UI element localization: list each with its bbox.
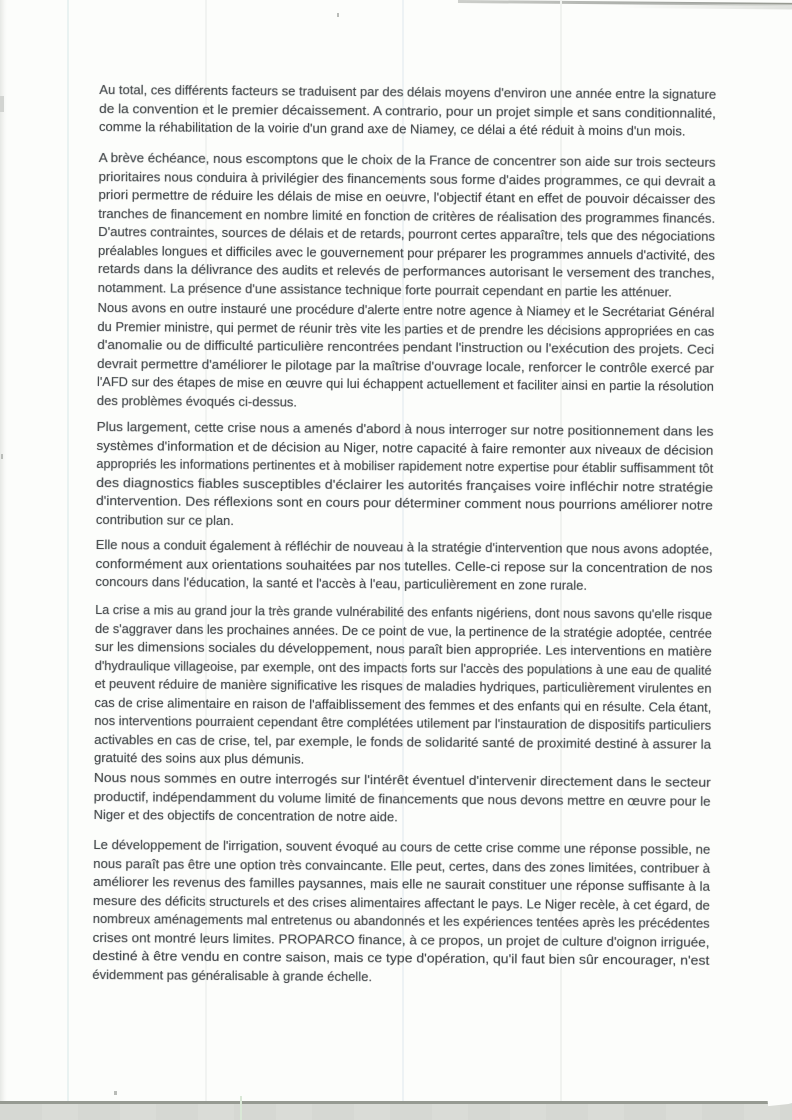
text-line: destiné à être vendu en contre saison, mais ce type d'opération, qu'il faut bien sûr encourager, n'est xyxy=(92,947,710,968)
text-line: préalables longues et difficiles avec le gouvernement pour préparer les programmes annuels d'activité, des xyxy=(97,242,715,263)
text-line: des diagnostics fiables susceptibles d'éclairer les autorités françaises voire infléchir notre stratégie xyxy=(96,474,714,495)
text-line: Au total, ces différents facteurs se traduisent par des délais moyens d'environ une année entre la signature xyxy=(99,81,717,102)
text-line: comme la réhabilitation de la voirie d'un grand axe de Niamey, ce délai a été réduit à moins d'un mois. xyxy=(98,118,686,139)
text-line: cas de crise alimentaire en raison de l'affaiblissement des femmes et des enfants qui en résulte. Cela étant, xyxy=(94,694,712,715)
text-line: priori permettre de réduire les délais de mise en oeuvre, l'objectif étant en effet de pouvoir décaisser des xyxy=(98,186,716,207)
text-line: de s'aggraver dans les prochaines années. De ce point de vue, la pertinence de la stratégie adoptée, centrée xyxy=(95,620,712,641)
paragraph-5 xyxy=(95,536,712,596)
text-line: l'AFD sur des étapes de mise en œuvre qui lui échappent actuellement et faciliter ainsi en partie la résolution xyxy=(96,373,714,394)
text-line: crises ont montré leurs limites. PROPARCO finance, à ce propos, un projet de culture d'oignon irriguée, xyxy=(92,929,710,950)
text-line: Plus largement, cette crise nous a amenés d'abord à nous interroger sur notre positionnement dans les xyxy=(96,418,714,439)
text-line: de la convention et le premier décaissement. A contrario, pour un projet simple et sans conditionnalité, xyxy=(99,100,717,121)
text-line: d'anomalie ou de difficulté particulière rencontrées pendant l'instruction ou l'exécution des projets. Ceci xyxy=(97,336,715,357)
paragraph-2 xyxy=(98,149,716,302)
scan-streak xyxy=(240,1096,242,1120)
text-line: D'autres contraintes, sources de délais et de retards, pourront certes apparaître, tels que des négociations xyxy=(98,223,716,244)
text-line: du Premier ministre, qui permet de réunir très vite les parties et de prendre les décisions appropriées en cas xyxy=(97,318,715,339)
text-line: retards dans la délivrance des audits et relevés de performances autorisant le versement des tranches, xyxy=(97,260,715,281)
text-line: Elle nous a conduit également à réfléchir de nouveau à la stratégie d'intervention que nous avons adoptée, xyxy=(95,536,713,557)
page-edge-mark xyxy=(0,96,4,112)
text-line: notamment. La présence d'une assistance technique forte pourrait cependant en partie les atténuer. xyxy=(97,279,672,300)
text-line: sur les dimensions sociales du développement, nous paraît bien appropriée. Les interventions en matière xyxy=(94,638,712,659)
scanner-bed-band xyxy=(0,1101,792,1120)
text-line: nombreux aménagements mal entretenus ou abandonnés et les expériences tentées après les précédentes xyxy=(92,910,710,931)
text-line: évidemment pas généralisable à grande échelle. xyxy=(92,966,373,984)
paragraph-3 xyxy=(97,299,715,415)
text-line: devrait permettre d'améliorer le pilotage par la maîtrise d'ouvrage locale, renforcer le contrôle exercé par xyxy=(97,355,715,376)
text-line: conformément aux orientations souhaitées par nos tutelles. Celle-ci repose sur la concentration de nos xyxy=(95,555,713,576)
text-line: d'intervention. Des réflexions sont en cours pour déterminer comment nous pourrions améliorer notre xyxy=(96,492,713,513)
text-line: tranches de financement en nombre limité en fonction de critères de réalisation des programmes financés. xyxy=(98,205,716,226)
text-line: et peuvent réduire de manière significative les risques de maladies hydriques, particulièrement virulentes en xyxy=(94,675,712,696)
text-line: mesure des déficits structurels et des crises alimentaires affectant le pays. Le Niger recèle, à cet égard, de xyxy=(92,892,710,913)
text-line: Nous nous sommes en outre interrogés sur l'intérêt éventuel d'intervenir directement dans le secteur xyxy=(93,769,711,790)
scan-speck xyxy=(114,1091,117,1095)
paragraph-8 xyxy=(92,836,710,989)
document-text xyxy=(92,0,717,1045)
text-line: Le développement de l'irrigation, souvent évoqué au cours de cette crise comme une réponse possible, ne xyxy=(93,836,711,857)
scan-speck xyxy=(1,454,3,459)
paragraph-1 xyxy=(99,81,716,141)
text-line: nous paraît pas être une option très convaincante. Elle peut, certes, dans des zones limitées, contribuer à xyxy=(93,855,711,876)
text-line: productif, indépendamment du volume limité de financements que nous devons mettre en œuvre pour le xyxy=(93,788,711,809)
text-line: d'hydraulique villageoise, par exemple, ont des impacts forts sur l'accès des populations à une eau de qualité xyxy=(94,657,712,678)
text-line: La crise a mis au grand jour la très grande vulnérabilité des enfants nigériens, dont nous savons qu'elle risque xyxy=(95,601,713,622)
paragraph-6 xyxy=(94,601,712,772)
text-line: prioritaires nous conduira à privilégier des financements sous forme d'aides programmes, ce qui devrait a xyxy=(98,168,716,189)
page-left-edge-shadow xyxy=(0,0,7,1103)
text-line: contribution sur ce plan. xyxy=(95,511,235,528)
text-line: A brève échéance, nous escomptons que le choix de la France de concentrer son aide sur trois secteurs xyxy=(98,149,716,170)
text-line: des problèmes évoqués ci-dessus. xyxy=(96,392,298,410)
text-line: Niger et des objectifs de concentration de notre aide. xyxy=(93,806,398,825)
paragraph-7 xyxy=(94,769,711,829)
text-line: activables en cas de crise, tel, par exemple, le fonds de solidarité santé de proximité destiné à assurer la xyxy=(94,731,712,752)
text-line: améliorer les revenus des familles paysannes, mais elle ne saurait constituer une réponse suffisante à la xyxy=(93,873,710,894)
text-line: systèmes d'information et de décision au Niger, notre capacité à faire remonter aux niveaux de décision xyxy=(96,437,714,458)
scan-streak xyxy=(67,0,69,1103)
text-line: nos interventions pourraient cependant être complétées utilement par l'instauration de dispositifs particuliers xyxy=(94,712,712,733)
text-line: appropriés les informations pertinentes et à mobiliser rapidement notre expertise pour établir suffisamment tôt xyxy=(96,455,714,476)
text-line: gratuité des soins aux plus démunis. xyxy=(93,749,305,767)
text-line: Nous avons en outre instauré une procédure d'alerte entre notre agence à Niamey et le Secrétariat Général xyxy=(97,299,715,320)
paragraph-4 xyxy=(96,418,714,534)
text-line: concours dans l'éducation, la santé et l'accès à l'eau, particulièrement en zone rurale. xyxy=(95,573,588,593)
